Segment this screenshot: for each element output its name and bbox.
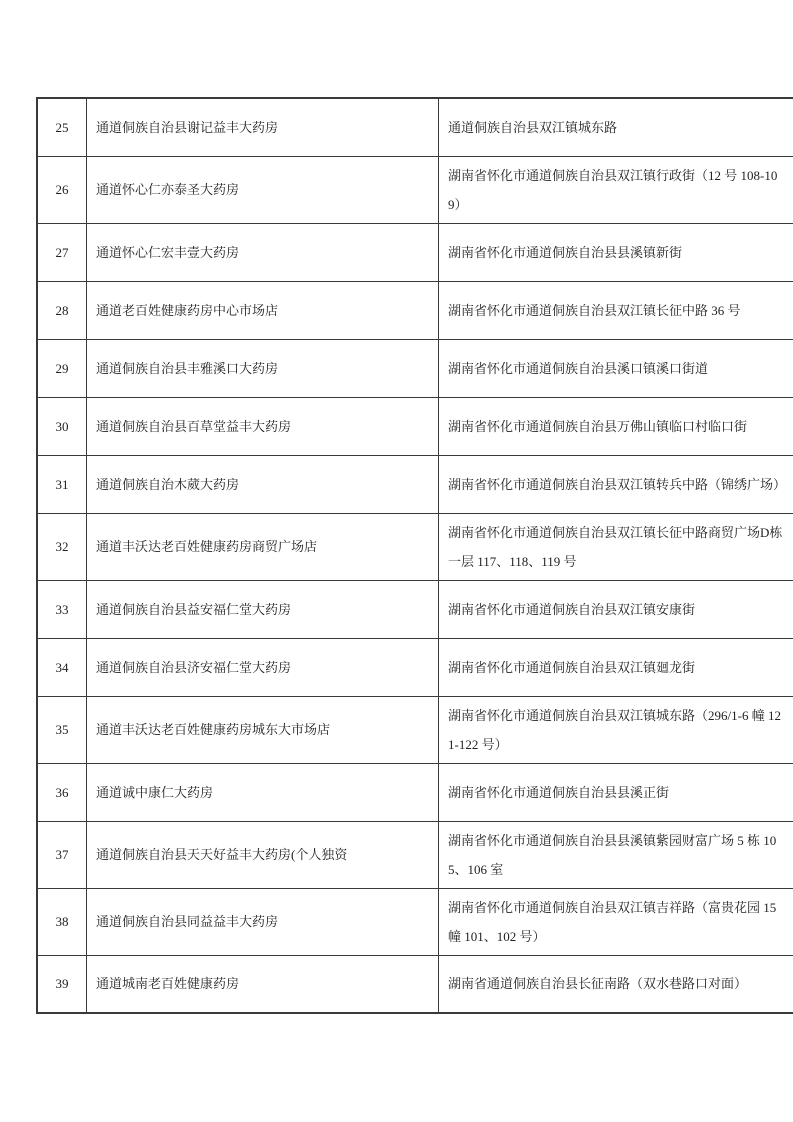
pharmacy-address-cell: 湖南省怀化市通道侗族自治县双江镇转兵中路（锦绣广场） (439, 455, 793, 513)
table-row (37, 638, 793, 696)
pharmacy-name-cell: 通道侗族自治县丰雅溪口大药房 (87, 339, 439, 397)
pharmacy-name-cell: 通道丰沃达老百姓健康药房商贸广场店 (87, 513, 439, 580)
table-row (37, 513, 793, 580)
pharmacy-name-cell: 通道怀心仁宏丰壹大药房 (87, 223, 439, 281)
row-number-cell: 32 (37, 513, 87, 580)
table-row (37, 763, 793, 821)
table-row (37, 888, 793, 955)
pharmacy-address-cell: 湖南省怀化市通道侗族自治县县溪镇新街 (439, 223, 793, 281)
row-number-cell: 38 (37, 888, 87, 955)
table-row (37, 696, 793, 763)
row-number-cell: 27 (37, 223, 87, 281)
table-row (37, 98, 793, 156)
row-number-cell: 39 (37, 955, 87, 1013)
pharmacy-table-body (37, 98, 793, 1013)
pharmacy-address-cell: 通道侗族自治县双江镇城东路 (439, 98, 793, 156)
pharmacy-name-cell: 通道诚中康仁大药房 (87, 763, 439, 821)
table-row (37, 580, 793, 638)
pharmacy-address-cell: 湖南省怀化市通道侗族自治县县溪正街 (439, 763, 793, 821)
row-number-cell: 31 (37, 455, 87, 513)
pharmacy-name-cell: 通道怀心仁亦泰圣大药房 (87, 156, 439, 223)
table-row (37, 339, 793, 397)
pharmacy-address-cell: 湖南省怀化市通道侗族自治县溪口镇溪口街道 (439, 339, 793, 397)
table-row (37, 397, 793, 455)
row-number-cell: 33 (37, 580, 87, 638)
table-row (37, 455, 793, 513)
row-number-cell: 26 (37, 156, 87, 223)
row-number-cell: 25 (37, 98, 87, 156)
pharmacy-address-cell: 湖南省怀化市通道侗族自治县双江镇城东路（296/1-6 幢 121-122 号） (439, 696, 793, 763)
pharmacy-address-cell: 湖南省通道侗族自治县长征南路（双水巷路口对面） (439, 955, 793, 1013)
pharmacy-address-cell: 湖南省怀化市通道侗族自治县双江镇吉祥路（富贵花园 15 幢 101、102 号） (439, 888, 793, 955)
table-row (37, 223, 793, 281)
pharmacy-name-cell: 通道侗族自治县益安福仁堂大药房 (87, 580, 439, 638)
row-number-cell: 30 (37, 397, 87, 455)
pharmacy-address-cell: 湖南省怀化市通道侗族自治县万佛山镇临口村临口街 (439, 397, 793, 455)
row-number-cell: 36 (37, 763, 87, 821)
pharmacy-address-cell: 湖南省怀化市通道侗族自治县双江镇长征中路 36 号 (439, 281, 793, 339)
table-row (37, 281, 793, 339)
pharmacy-address-table (36, 97, 793, 1014)
pharmacy-address-cell: 湖南省怀化市通道侗族自治县县溪镇紫园财富广场 5 栋 105、106 室 (439, 821, 793, 888)
pharmacy-name-cell: 通道侗族自治县百草堂益丰大药房 (87, 397, 439, 455)
pharmacy-name-cell: 通道城南老百姓健康药房 (87, 955, 439, 1013)
pharmacy-name-cell: 通道侗族自治木葳大药房 (87, 455, 439, 513)
table-row (37, 156, 793, 223)
row-number-cell: 34 (37, 638, 87, 696)
pharmacy-name-cell: 通道丰沃达老百姓健康药房城东大市场店 (87, 696, 439, 763)
pharmacy-address-cell: 湖南省怀化市通道侗族自治县双江镇廻龙街 (439, 638, 793, 696)
table-row (37, 821, 793, 888)
pharmacy-name-cell: 通道侗族自治县同益益丰大药房 (87, 888, 439, 955)
pharmacy-address-cell: 湖南省怀化市通道侗族自治县双江镇行政街（12 号 108-109） (439, 156, 793, 223)
pharmacy-name-cell: 通道侗族自治县天天好益丰大药房(个人独资 (87, 821, 439, 888)
table-row (37, 955, 793, 1013)
row-number-cell: 28 (37, 281, 87, 339)
row-number-cell: 29 (37, 339, 87, 397)
pharmacy-name-cell: 通道侗族自治县济安福仁堂大药房 (87, 638, 439, 696)
row-number-cell: 37 (37, 821, 87, 888)
pharmacy-address-cell: 湖南省怀化市通道侗族自治县双江镇安康街 (439, 580, 793, 638)
row-number-cell: 35 (37, 696, 87, 763)
pharmacy-address-cell: 湖南省怀化市通道侗族自治县双江镇长征中路商贸广场D栋一层 117、118、119 号 (439, 513, 793, 580)
pharmacy-name-cell: 通道侗族自治县谢记益丰大药房 (87, 98, 439, 156)
pharmacy-name-cell: 通道老百姓健康药房中心市场店 (87, 281, 439, 339)
